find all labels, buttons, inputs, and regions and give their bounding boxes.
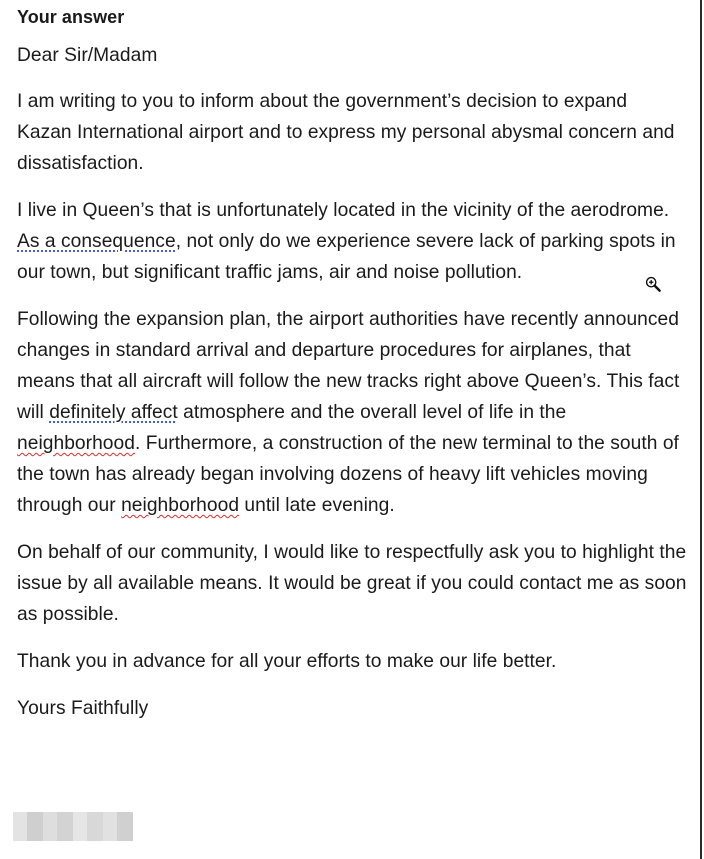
paragraph-expansion-text-3: . Furthermore, a construction of the new terminal to the south of the town has already began involving dozens of heavy lift vehicles moving through our bbox=[17, 433, 679, 516]
paragraph-request: On behalf of our community, I would like to respectfully ask you to highlight the issue by all available means. It would be great if you could contact me as soon as possible. bbox=[17, 542, 687, 625]
salutation: Dear Sir/Madam bbox=[17, 45, 158, 66]
paragraph-location-text-2: , not only do we experience severe lack of parking spots in our town, but significant traffic jams, air and noise pollution. bbox=[17, 231, 676, 283]
paragraph-thanks: Thank you in advance for all your efforts to make our life better. bbox=[17, 651, 557, 672]
zoom-in-icon[interactable] bbox=[645, 276, 661, 292]
answer-content bbox=[17, 4, 687, 740]
paragraph-location-text-1: I live in Queen’s that is unfortunately located in the vicinity of the aerodrome. bbox=[17, 200, 670, 221]
paragraph-intro: I am writing to you to inform about the government’s decision to expand Kazan International airport and to express my personal abysmal concern and dissatisfaction. bbox=[17, 91, 675, 174]
grammar-suggestion[interactable]: As a consequence bbox=[17, 231, 176, 252]
spelling-suggestion[interactable]: neighborhood bbox=[121, 495, 240, 516]
paragraph-expansion-text-4: until late evening. bbox=[239, 495, 395, 516]
redacted-signature bbox=[13, 812, 133, 841]
paragraph-expansion-text-2: atmosphere and the overall level of life in the bbox=[177, 402, 567, 423]
paragraph-location bbox=[17, 195, 687, 288]
closing: Yours Faithfully bbox=[17, 698, 149, 719]
grammar-suggestion[interactable]: definitely affect bbox=[49, 402, 178, 423]
paragraph-expansion-text-1: Following the expansion plan, the airport authorities have recently announced changes in standard arrival and departure procedures for airplanes, that means that all aircraft will follow the new tracks right above Queen’s. This fact will bbox=[17, 309, 680, 423]
answer-heading: Your answer bbox=[17, 7, 125, 27]
paragraph-expansion bbox=[17, 304, 687, 521]
spelling-suggestion[interactable]: neighborhood bbox=[17, 433, 135, 454]
